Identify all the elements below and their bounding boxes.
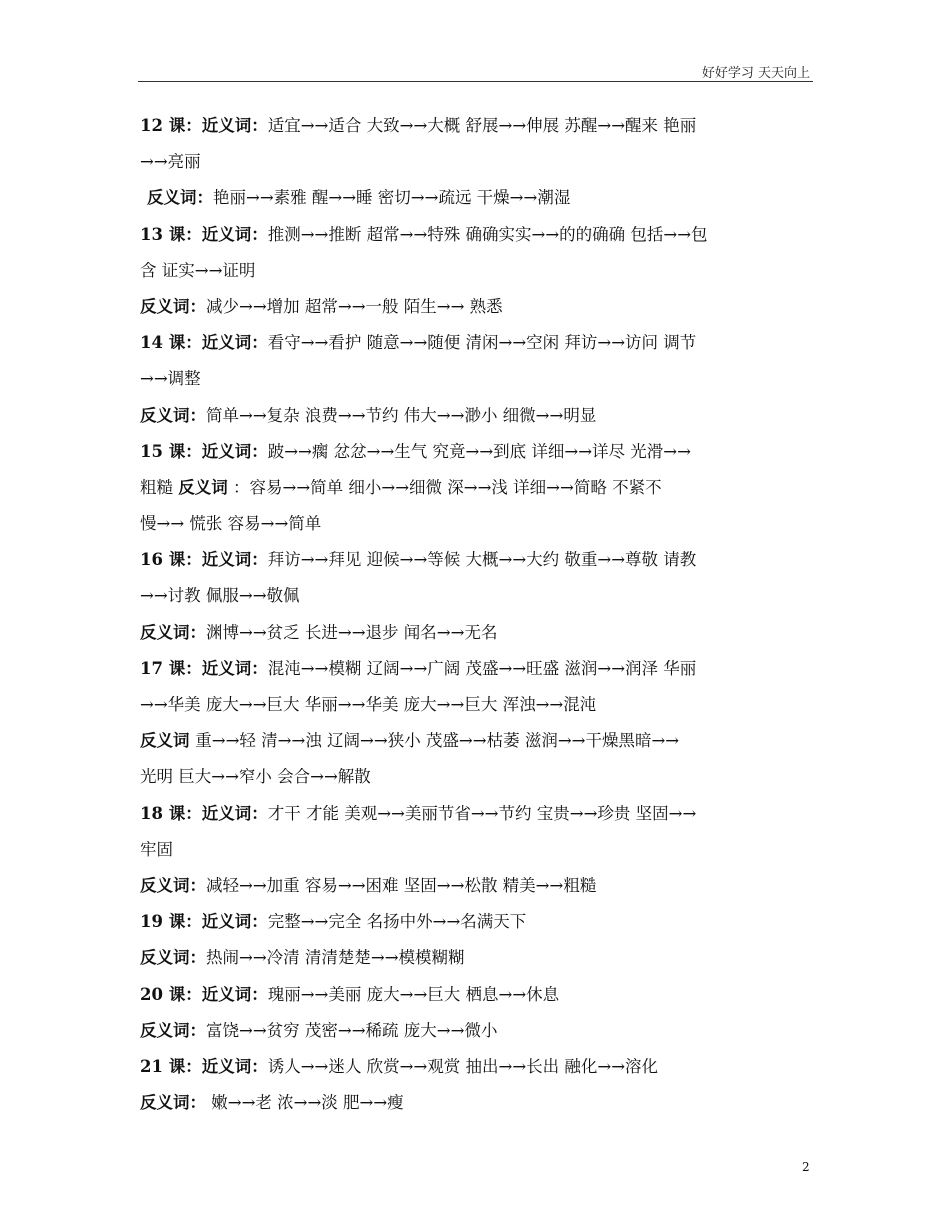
line-label: 反义词： xyxy=(147,188,213,208)
line-text: 减少→→增加 超常→→一般 陌生→→ 熟悉 xyxy=(206,296,503,316)
text-line xyxy=(140,289,815,325)
line-text: 热闹→→冷清 清清楚楚→→模模糊糊 xyxy=(206,948,465,968)
line-text: ：容易→→简单 细小→→细微 深→→浅 详细→→简略 不紧不 xyxy=(227,477,662,497)
text-line xyxy=(140,217,815,253)
line-text: 减轻→→加重 容易→→困难 坚固→→松散 精美→→粗糙 xyxy=(206,875,597,895)
document-body xyxy=(140,108,815,1121)
text-line xyxy=(140,506,815,542)
header-divider xyxy=(138,81,813,82)
line-label: 15 课：近义词： xyxy=(140,441,268,461)
line-text: →→讨教 佩服→→敬佩 xyxy=(140,586,300,606)
line-label: 17 课：近义词： xyxy=(140,658,268,678)
line-text: 牢固 xyxy=(140,839,173,859)
line-text: →→调整 xyxy=(140,369,201,389)
line-text: 混沌→→模糊 辽阔→→广阔 茂盛→→旺盛 滋润→→润泽 华丽 xyxy=(267,658,697,678)
line-label: 16 课：近义词： xyxy=(140,550,268,570)
text-line xyxy=(140,470,815,506)
line-label: 反义词： xyxy=(140,948,206,968)
line-text: →→华美 庞大→→巨大 华丽→→华美 庞大→→巨大 浑浊→→混沌 xyxy=(140,695,597,714)
line-text: 慢→→ 慌张 容易→→简单 xyxy=(140,514,322,534)
line-label: 20 课：近义词： xyxy=(140,984,268,1004)
text-line xyxy=(140,977,815,1013)
text-line xyxy=(140,578,815,614)
line-label: 反义词 xyxy=(140,731,196,751)
text-line xyxy=(140,361,815,397)
page-header: 好好学习 天天向上 xyxy=(701,66,810,81)
line-text: 推测→→推断 超常→→特殊 确确实实→→的的确确 包括→→包 xyxy=(267,224,708,244)
text-line xyxy=(140,398,815,434)
line-text: 嫩→→老 浓→→淡 肥→→瘦 xyxy=(206,1093,404,1113)
line-label: 21 课：近义词： xyxy=(140,1056,268,1076)
text-line xyxy=(140,1085,815,1121)
line-label: 反义词 xyxy=(178,477,228,497)
line-text: 完整→→完全 名扬中外→→名满天下 xyxy=(267,912,527,932)
line-text: 看守→→看护 随意→→随便 清闲→→空闲 拜访→→访问 调节 xyxy=(267,333,697,353)
text-line xyxy=(140,434,815,470)
line-label: 12 课：近义词： xyxy=(140,116,268,135)
text-line xyxy=(140,687,815,723)
text-line xyxy=(140,759,815,795)
line-text: 拜访→→拜见 迎候→→等候 大概→→大约 敬重→→尊敬 请教 xyxy=(267,550,697,570)
line-text: 重→→轻 清→→浊 辽阔→→狭小 茂盛→→枯萎 滋润→→干燥黑暗→→ xyxy=(195,731,680,751)
line-label: 18 课：近义词： xyxy=(140,803,268,823)
text-line xyxy=(140,904,815,940)
text-line xyxy=(140,542,815,578)
line-label: 反义词： xyxy=(140,622,206,642)
text-line xyxy=(140,940,815,976)
line-text: 富饶→→贫穷 茂密→→稀疏 庞大→→微小 xyxy=(206,1020,498,1040)
line-label: 反义词： xyxy=(140,1093,206,1113)
text-line xyxy=(140,615,815,651)
line-label: 19 课：近义词： xyxy=(140,912,268,932)
line-text: 艳丽→→素雅 醒→→睡 密切→→疏远 干燥→→潮湿 xyxy=(213,188,571,208)
page-number: 2 xyxy=(802,1160,810,1174)
line-text: 跛→→瘸 忿忿→→生气 究竟→→到底 详细→→详尽 光滑→→ xyxy=(267,441,691,461)
text-line xyxy=(140,325,815,361)
text-line xyxy=(140,832,815,868)
line-text: 适宜→→适合 大致→→大概 舒展→→伸展 苏醒→→醒来 艳丽 xyxy=(267,116,697,135)
text-line xyxy=(140,180,815,216)
line-label: 反义词： xyxy=(140,875,206,895)
line-text: 才干 才能 美观→→美丽节省→→节约 宝贵→→珍贵 坚固→→ xyxy=(267,803,697,823)
text-line xyxy=(140,144,815,180)
text-line xyxy=(140,723,815,759)
text-line xyxy=(140,868,815,904)
line-text: →→亮丽 xyxy=(140,152,201,172)
line-label: 反义词： xyxy=(140,1020,206,1040)
text-line xyxy=(140,1049,815,1085)
line-text: 简单→→复杂 浪费→→节约 伟大→→渺小 细微→→明显 xyxy=(206,405,597,425)
line-text: 诱人→→迷人 欣赏→→观赏 抽出→→长出 融化→→溶化 xyxy=(267,1056,659,1076)
line-label: 反义词： xyxy=(140,405,206,425)
line-label: 13 课：近义词： xyxy=(140,224,268,244)
line-text: 瑰丽→→美丽 庞大→→巨大 栖息→→休息 xyxy=(267,984,560,1004)
line-label: 反义词： xyxy=(140,296,206,316)
text-line xyxy=(140,796,815,832)
line-text: 粗糙 xyxy=(140,477,179,497)
line-text: 渊博→→贫乏 长进→→退步 闻名→→无名 xyxy=(206,622,498,642)
text-line xyxy=(140,253,815,289)
text-line xyxy=(140,1013,815,1049)
line-label: 14 课：近义词： xyxy=(140,333,268,353)
line-text: 含 证实→→证明 xyxy=(140,260,256,280)
text-line xyxy=(140,651,815,687)
text-line xyxy=(140,108,815,144)
line-text: 光明 巨大→→窄小 会合→→解散 xyxy=(140,767,371,787)
